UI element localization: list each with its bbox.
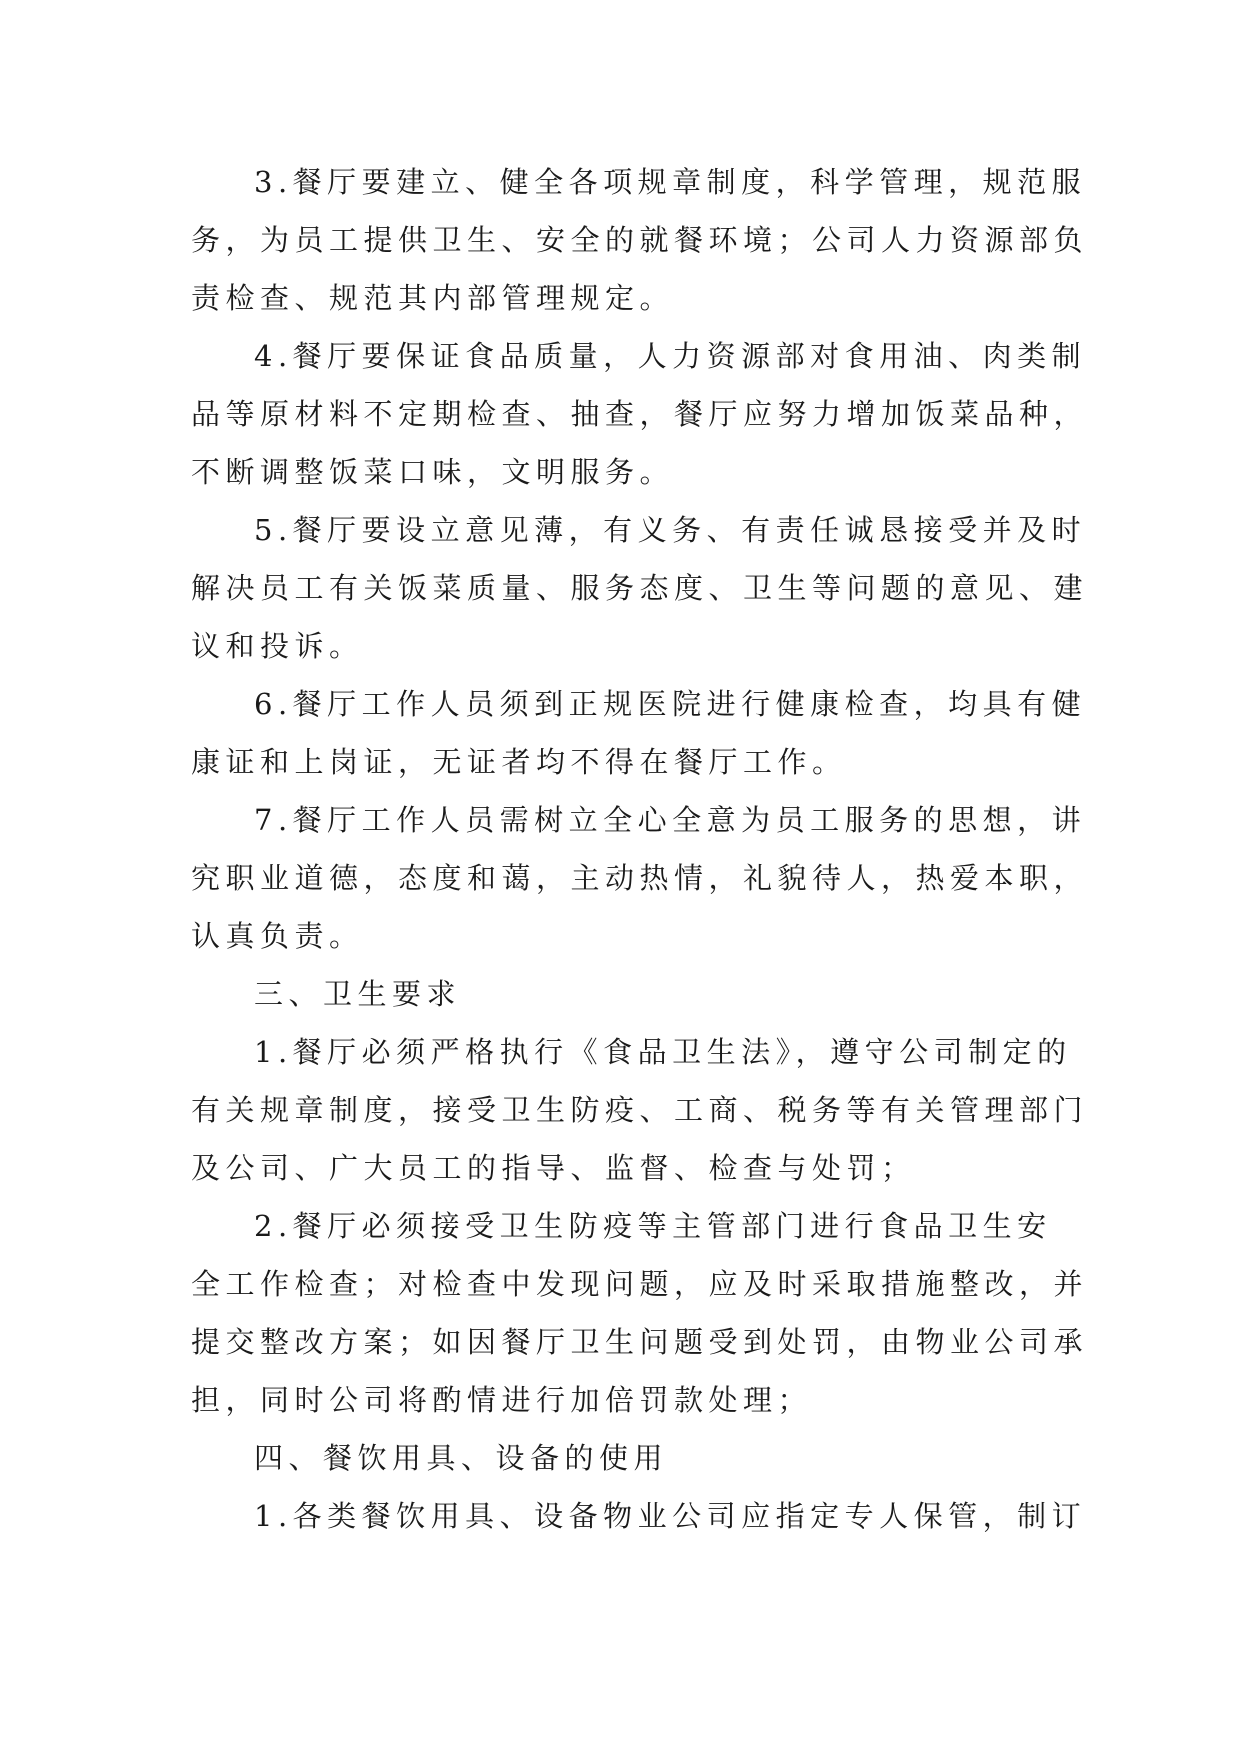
text-line: 3.餐厅要建立、健全各项规章制度，科学管理，规范服 [254,165,1087,199]
text-line: 康证和上岗证，无证者均不得在餐厅工作。 [191,745,847,779]
text-line: 有关规章制度，接受卫生防疫、工商、税务等有关管理部门 [191,1093,1089,1127]
text-line: 及公司、广大员工的指导、监督、检查与处罚； [191,1151,916,1185]
text-line: 究职业道德，态度和蔼，主动热情，礼貌待人，热爱本职， [191,861,1089,895]
text-line: 6.餐厅工作人员须到正规医院进行健康检查，均具有健 [254,687,1087,721]
text-line: 提交整改方案；如因餐厅卫生问题受到处罚，由物业公司承 [191,1325,1089,1359]
text-line: 2.餐厅必须接受卫生防疫等主管部门进行食品卫生安 [254,1209,1052,1243]
text-line: 务，为员工提供卫生、安全的就餐环境；公司人力资源部负 [191,223,1089,257]
text-line: 7.餐厅工作人员需树立全心全意为员工服务的思想，讲 [254,803,1087,837]
text-line: 解决员工有关饭菜质量、服务态度、卫生等问题的意见、建 [191,571,1089,605]
text-line: 议和投诉。 [191,629,364,663]
text-line: 认真负责。 [191,919,364,953]
text-line: 4.餐厅要保证食品质量，人力资源部对食用油、肉类制 [254,339,1087,373]
text-line: 5.餐厅要设立意见薄，有义务、有责任诚恳接受并及时 [254,513,1087,547]
text-line: 1.各类餐饮用具、设备物业公司应指定专人保管，制订 [254,1499,1087,1533]
document-body [191,160,1089,1552]
text-line: 品等原材料不定期检查、抽查，餐厅应努力增加饭菜品种， [191,397,1089,431]
text-line: 1.餐厅必须严格执行《食品卫生法》，遵守公司制定的 [254,1035,1072,1069]
section-heading: 四、餐饮用具、设备的使用 [254,1441,669,1475]
text-line: 全工作检查；对检查中发现问题，应及时采取措施整改，并 [191,1267,1089,1301]
text-line: 责检查、规范其内部管理规定。 [191,281,675,315]
text-line: 不断调整饭菜口味，文明服务。 [191,455,675,489]
section-heading: 三、卫生要求 [254,977,462,1011]
text-line: 担，同时公司将酌情进行加倍罚款处理； [191,1383,813,1417]
